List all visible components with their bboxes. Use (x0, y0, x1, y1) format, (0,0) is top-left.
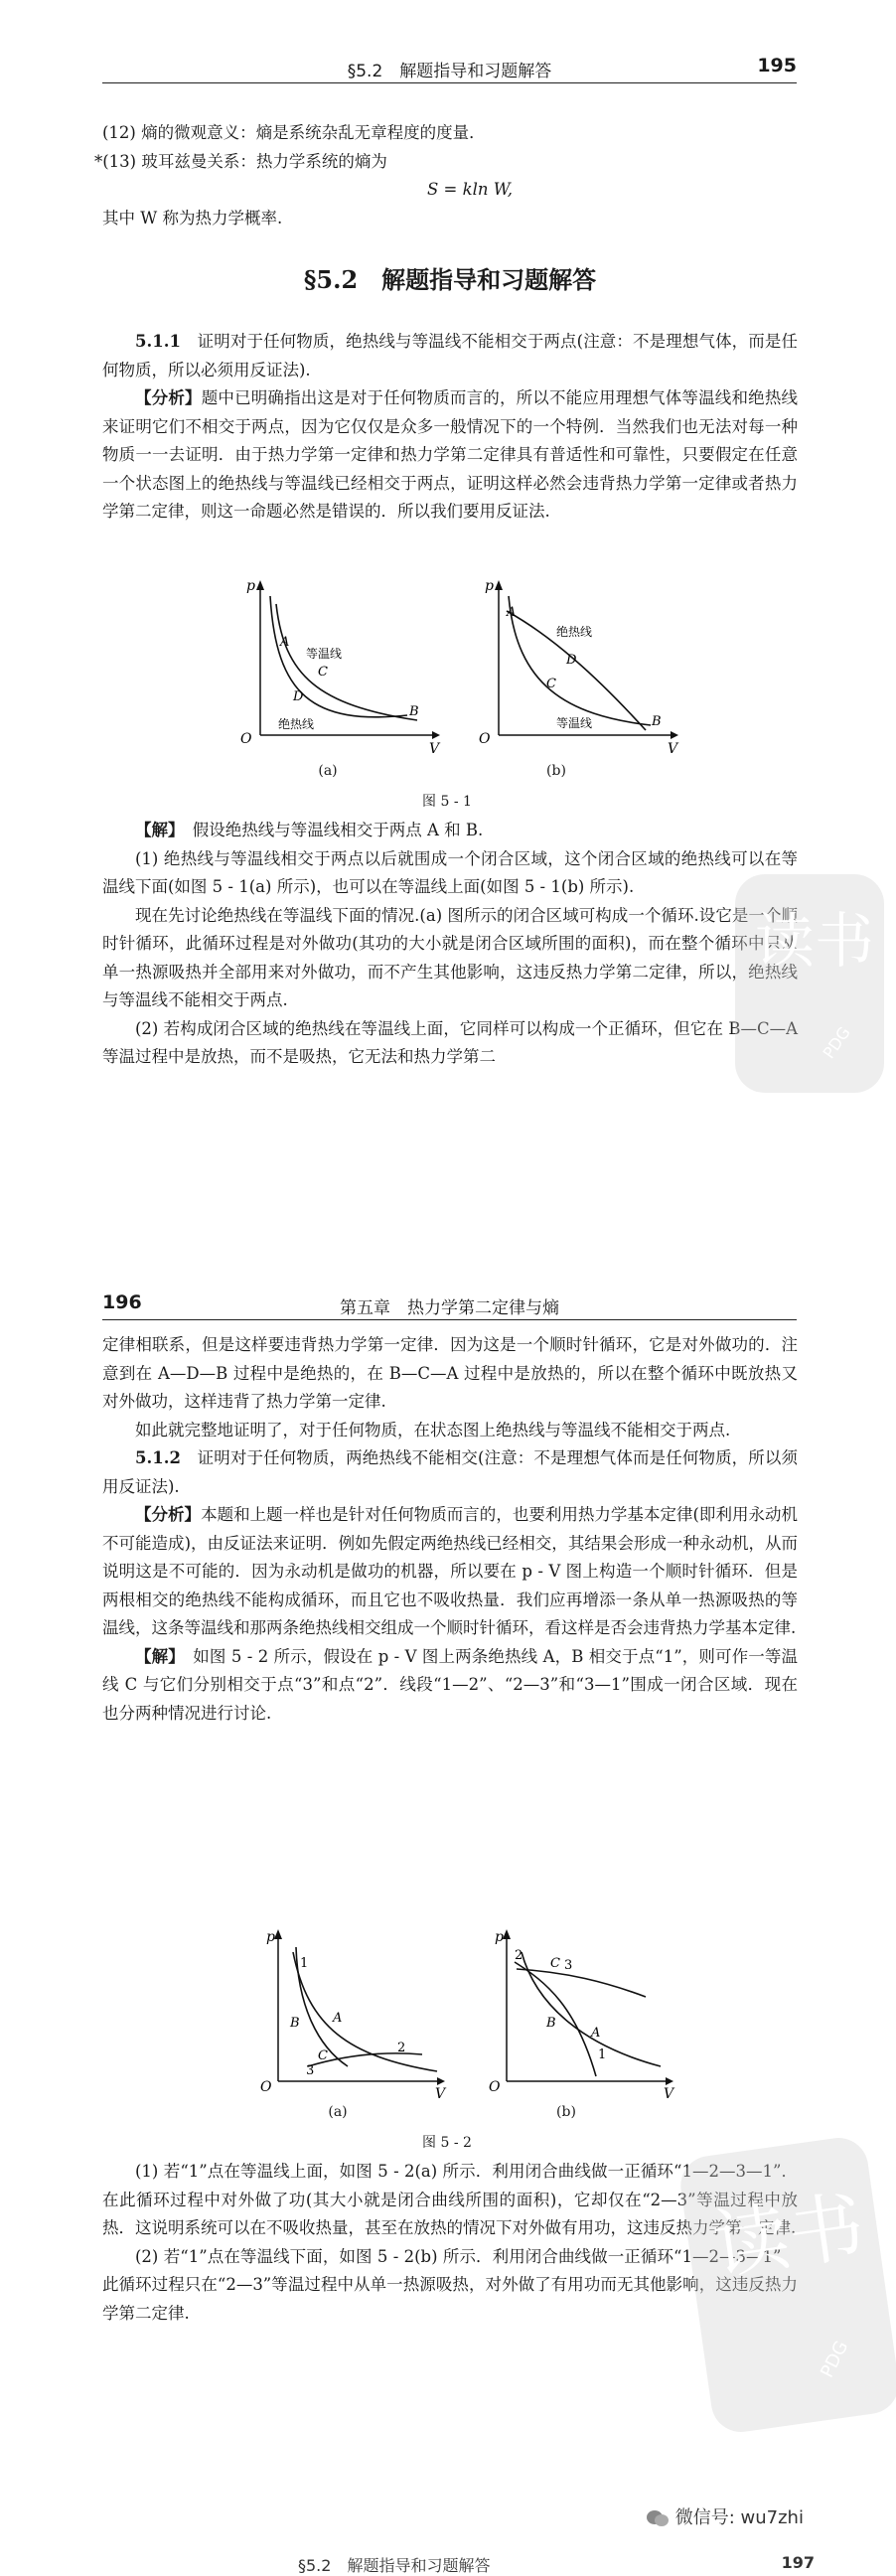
figure-caption: 图 5 - 2 (422, 2135, 472, 2151)
axis-p: p (246, 578, 255, 594)
pt-d: D (293, 689, 304, 704)
page-gap (0, 1192, 896, 1291)
figure-5-1 (219, 576, 685, 760)
pt-c: C (318, 2048, 328, 2063)
solution-label: 【解】 (135, 821, 177, 839)
problem-511-block (102, 328, 798, 527)
subcaption-b: (b) (556, 2104, 576, 2120)
continuation-2: 如此就完整地证明了，对于任何物质，在状态图上绝热线与等温线不能相交于两点. (135, 1420, 731, 1440)
watermark-seal (676, 2134, 896, 2436)
running-header (102, 55, 797, 83)
problem-statement: 证明对于任何物质，两绝热线不能相交(注意：不是理想气体而是任何物质，所以须用反证法). (102, 1448, 799, 1496)
watermark-pdg: PDG (819, 1022, 854, 1063)
pt-a: A (333, 2011, 343, 2026)
axis-p: p (485, 578, 494, 594)
analysis-label: 【分析】 (135, 1505, 202, 1524)
item-13: *(13) 玻耳兹曼关系：热力学系统的熵为 (94, 151, 387, 171)
origin: O (489, 2079, 501, 2095)
problem-number: 5.1.1 (135, 332, 181, 351)
solution-text: 如图 5 - 2 所示，假设在 p - V 图上两条绝热线 A，B 相交于点“1”，则可作一等温线 C 与它们分别相交于点“3”和点“2”．线段“1—2”、“2—3”和“3—1”围成一闭合区域．现在也分两种情况进行讨论. (102, 1646, 799, 1723)
next-page-header (298, 2553, 815, 2575)
pt-b: B (290, 2016, 300, 2031)
next-page-number: 197 (781, 2553, 815, 2572)
watermark-chars: 读书 (755, 907, 874, 977)
axis-p: p (266, 1929, 275, 1945)
figure-5-1b (479, 578, 679, 757)
watermark-seal (735, 874, 884, 1093)
boltzmann-formula: S = kln W, (426, 180, 514, 199)
item-12: (12) 熵的微观意义：熵是系统杂乱无章程度的度量． (102, 123, 486, 142)
pt-c: C (546, 677, 556, 691)
case-1: (1) 若“1”点在等温线上面，如图 5 - 2(a) 所示．利用闭合曲线做一正循环“1—2—3—1”．在此循环过程中对外做了功(其大小就是闭合曲线所围的面积)，它却仅在“2—3”等温过程中放热．这说明系统可以在不吸收热量，甚至在放热的情况下对外做有用功，这违反热力学第一定律. (102, 2162, 798, 2237)
pt-b: B (652, 714, 662, 729)
subcaption-b: (b) (546, 763, 566, 779)
figure-5-1a (240, 578, 441, 757)
watermark-pdg: PDG (817, 2337, 853, 2381)
solution-label: 【解】 (135, 1646, 177, 1666)
axis-v: V (664, 2086, 674, 2102)
page-196 (0, 1291, 896, 2571)
pt-d: D (566, 653, 577, 668)
pt-c: C (550, 1956, 560, 1971)
wechat-icon (646, 2508, 670, 2528)
section-title: §5.2 解题指导和习题解答 (303, 265, 597, 294)
pt-a: A (591, 2026, 601, 2041)
definitions-block (94, 119, 798, 232)
case-2: (2) 若“1”点在等温线下面，如图 5 - 2(b) 所示．利用闭合曲线做一正循环“1—2—3—1”．此循环过程只在“2—3”等温过程中从单一热源吸热，对外做了有用功而无其他影响，这违反热力学第二定律. (102, 2246, 798, 2323)
running-header (102, 1291, 797, 1320)
page-number: 195 (757, 55, 797, 76)
formula-note: 其中 W 称为热力学概率. (102, 208, 283, 227)
pt-b: B (546, 2016, 556, 2031)
next-header-title: §5.2 解题指导和习题解答 (298, 2556, 491, 2575)
paragraph-2: 现在先讨论绝热线在等温线下面的情况.(a) 图所示的闭合区域可构成一个循环.设它是一个顺时针循环，此循环过程是对外做功(其功的大小就是闭合区域所围的面积)，而在整个循环中只从单一热源吸热并全部用来对外做功，而不产生其他影响，这违反热力学第二定律，所以，绝热线与等温线不能相交于两点. (102, 905, 798, 1009)
pt-1: 1 (598, 2047, 607, 2062)
subcaption-a: (a) (328, 2104, 348, 2120)
page-number: 196 (102, 1291, 142, 1313)
analysis-text: 题中已明确指出这是对于任何物质而言的，所以不能应用理想气体等温线和绝热线来证明它们不相交于两点，因为它仅仅是众多一般情况下的一个特例．当然我们也无法对每一种物质一一去证明．由于热力学第一定律和热力学第二定律具有普适性和可靠性，只要假定在任意一个状态图上的绝热线与等温线已经相交于两点，证明这样必然会违背热力学第一定律或者热力学第二定律，则这一命题必然是错误的．所以我们要用反证法. (102, 388, 799, 521)
continuation-block (102, 1331, 798, 1728)
analysis-label: 【分析】 (135, 388, 202, 407)
label-adiabat: 绝热线 (556, 625, 593, 639)
pt-a: A (280, 635, 290, 650)
axis-v: V (429, 741, 440, 757)
header-title: §5.2 解题指导和习题解答 (347, 62, 552, 81)
page-195 (0, 0, 896, 1192)
wechat-badge (646, 2503, 804, 2529)
figure-5-2b (489, 1929, 675, 2102)
label-adiabat: 绝热线 (278, 717, 315, 731)
pt-c: C (318, 665, 328, 680)
pt-1: 1 (300, 1956, 309, 1971)
axis-v: V (668, 741, 678, 757)
solution-intro: 假设绝热线与等温线相交于两点 A 和 B. (192, 821, 484, 839)
figure-caption: 图 5 - 1 (422, 794, 472, 810)
pt-2: 2 (515, 1948, 523, 1963)
figure-5-2 (238, 1927, 675, 2106)
origin: O (479, 731, 491, 747)
wechat-label: 微信号: wu7zhi (674, 2507, 804, 2528)
pt-b: B (409, 704, 419, 719)
label-isotherm: 等温线 (556, 716, 593, 730)
figure-5-2a (260, 1929, 447, 2102)
axis-v: V (435, 2086, 446, 2102)
paragraph-1: (1) 绝热线与等温线相交于两点以后就围成一个闭合区域，这个闭合区域的绝热线可以在等温线下面(如图 5 - 1(a) 所示)，也可以在等温线上面(如图 5 - 1(b) 所示). (102, 848, 798, 896)
axis-p: p (495, 1929, 504, 1945)
pt-2: 2 (397, 2041, 406, 2055)
pt-3: 3 (564, 1958, 573, 1973)
pt-a: A (507, 605, 517, 620)
header-title: 第五章 热力学第二定律与熵 (340, 1298, 559, 1318)
problem-number: 5.1.2 (135, 1448, 181, 1467)
analysis-text: 本题和上题一样也是针对任何物质而言的，也要利用热力学基本定律(即利用永动机不可能造成)，由反证法来证明．例如先假定两绝热线已经相交，其结果会形成一种永动机，从而说明这是不可能的．因为永动机是做功的机器，所以要在 p - V 图上构造一个顺时针循环．但是两根相交的绝热线不能构成循环，而且它也不吸收热量．我们应再增添一条从单一热源吸热的等温线，这条等温线和那两条绝热线相交组成一个顺时针循环，看这样是否会违背热力学基本定律. (102, 1505, 799, 1637)
paragraph-3: (2) 若构成闭合区域的绝热线在等温线上面，它同样可以构成一个正循环，但它在 B—C—A 等温过程中是放热，而不是吸热，它无法和热力学第二 (102, 1018, 798, 1066)
solution-511-block (102, 817, 798, 1072)
label-isotherm: 等温线 (306, 647, 343, 661)
pt-3: 3 (306, 2063, 315, 2078)
subcaption-a: (a) (318, 763, 338, 779)
watermark-chars: 读书 (707, 2181, 870, 2290)
continuation-1: 定律相联系，但是这样要违背热力学第一定律．因为这是一个顺时针循环，它是对外做功的．注意到在 A—D—B 过程中是绝热的，在 B—C—A 过程中是放热的，所以在整个循环中既放热又对外做功，这样违背了热力学第一定律. (102, 1335, 798, 1411)
problem-statement: 证明对于任何物质，绝热线与等温线不能相交于两点(注意：不是理想气体，而是任何物质，所以必须用反证法). (102, 332, 799, 379)
origin: O (260, 2079, 272, 2095)
origin: O (240, 731, 252, 747)
